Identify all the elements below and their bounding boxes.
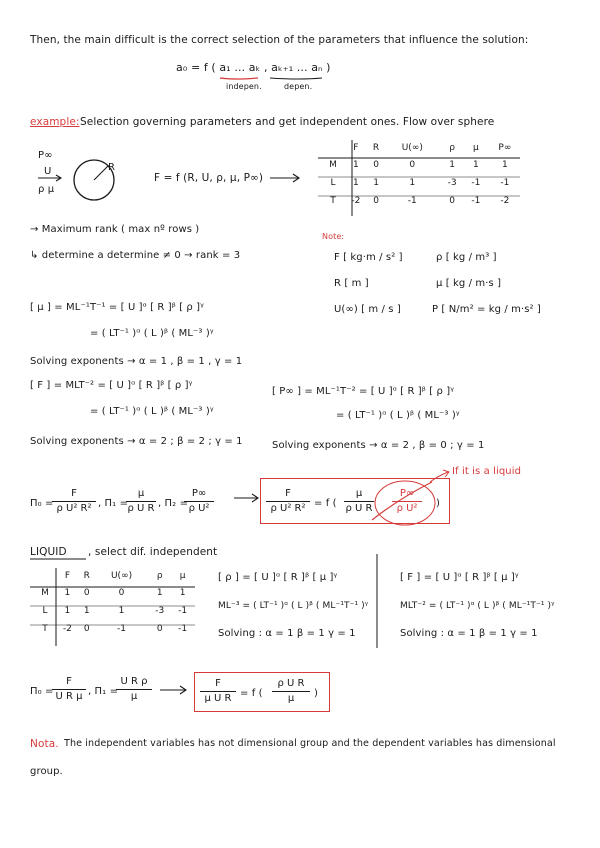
unit-p: P [ N/m² = kg / m·s² ] bbox=[432, 304, 541, 315]
rank-note-2: ↳ determine a determine ≠ 0 → rank = 3 bbox=[30, 250, 241, 261]
table-row: L 1 1 1 -3 -1 -1 bbox=[330, 178, 510, 188]
rank-note-1: → Maximum rank ( max nº rows ) bbox=[30, 224, 200, 235]
mu-solve: Solving exponents → α = 1 , β = 1 , γ = 1 bbox=[30, 356, 243, 367]
liquid-rho-eq-2: ML⁻³ = ( LT⁻¹ )ᵅ ( L )ᵝ ( ML⁻¹T⁻¹ )ᵞ bbox=[218, 601, 369, 611]
pi2-fraction: P∞ ρ U² bbox=[184, 488, 214, 515]
f-solve: Solving exponents → α = 2 ; β = 2 ; γ = 1 bbox=[30, 436, 243, 447]
liquid-result-a-fraction: ρ U R μ bbox=[272, 678, 310, 705]
intro-formula: a₀ = f ( a₁ ... aₖ , aₖ₊₁ ... aₙ ) bbox=[176, 61, 331, 74]
liquid-title-rest: , select dif. independent bbox=[88, 546, 218, 558]
unit-mu: μ [ kg / m·s ] bbox=[436, 278, 502, 289]
function-expression: F = f (R, U, ρ, μ, P∞) bbox=[154, 172, 264, 184]
example-title: Selection governing parameters and get independent ones. Flow over sphere bbox=[80, 116, 495, 128]
table-row: F R U(∞) ρ μ P∞ bbox=[353, 143, 512, 153]
pi0-fraction: F ρ U² R² bbox=[52, 488, 96, 515]
note-label: Note: bbox=[322, 232, 345, 241]
final-note-text: The independent variables has not dimensional group and the dependent variables has dimensional bbox=[64, 738, 556, 749]
unit-f: F [ kg·m / s² ] bbox=[334, 252, 403, 263]
pi2-label: , Π₂ = bbox=[158, 498, 189, 509]
p-inf-label: P∞ bbox=[38, 150, 53, 161]
f-equation-1: [ F ] = MLT⁻² = [ U ]ᵅ [ R ]ᵝ [ ρ ]ᵞ bbox=[30, 380, 193, 391]
liquid-pi1-fraction: U R ρ μ bbox=[116, 676, 152, 703]
result-a-fraction: μ ρ U R bbox=[345, 488, 373, 514]
table-row: M 1 0 0 1 1 bbox=[41, 588, 186, 598]
liquid-f-eq-1: [ F ] = [ U ]ᵅ [ R ]ᵝ [ μ ]ᵞ bbox=[400, 572, 519, 583]
pi1-fraction: μ ρ U R bbox=[127, 488, 155, 514]
table-row: M 1 0 0 1 1 1 bbox=[329, 160, 508, 170]
final-note-text-2: group. bbox=[30, 766, 63, 777]
liquid-f-eq-2: MLT⁻² = ( LT⁻¹ )ᵅ ( L )ᵝ ( ML⁻¹T⁻¹ )ᵞ bbox=[400, 601, 555, 611]
liquid-title: LIQUID bbox=[30, 546, 67, 558]
result-b-fraction: P∞ ρ U² bbox=[392, 488, 422, 515]
liquid-note: If it is a liquid bbox=[452, 466, 522, 477]
liquid-rho-eq-1: [ ρ ] = [ U ]ᵅ [ R ]ᵝ [ μ ]ᵞ bbox=[218, 572, 338, 583]
unit-r: R [ m ] bbox=[334, 278, 369, 289]
pi0-label: Π₀ = bbox=[30, 498, 54, 509]
radius-label: R bbox=[108, 162, 116, 173]
liquid-rho-solve: Solving : α = 1 β = 1 γ = 1 bbox=[218, 628, 356, 639]
p-equation-1: [ P∞ ] = ML⁻¹T⁻² = [ U ]ᵅ [ R ]ᵝ [ ρ ]ᵞ bbox=[272, 386, 455, 397]
result-fraction: F ρ U² R² bbox=[266, 488, 310, 515]
dimension-table bbox=[322, 140, 522, 210]
liquid-result-close: ) bbox=[314, 688, 319, 699]
final-note-label: Nota. bbox=[30, 738, 59, 750]
unit-u: U(∞) [ m / s ] bbox=[334, 304, 401, 315]
liquid-result-eq: = f ( bbox=[240, 688, 263, 699]
table-row: T -2 0 -1 0 -1 bbox=[42, 624, 188, 634]
u-label: U bbox=[44, 166, 52, 177]
f-equation-2: = ( LT⁻¹ )ᵅ ( L )ᵝ ( ML⁻³ )ᵞ bbox=[90, 406, 214, 417]
liquid-f-solve: Solving : α = 1 β = 1 γ = 1 bbox=[400, 628, 538, 639]
pi1-label: , Π₁ = bbox=[98, 498, 129, 509]
liquid-result-fraction: F μ U R bbox=[200, 678, 236, 705]
label-dependent: depen. bbox=[284, 82, 313, 91]
unit-rho: ρ [ kg / m³ ] bbox=[436, 252, 497, 263]
label-independent: indepen. bbox=[226, 82, 262, 91]
liquid-pi0-fraction: F U R μ bbox=[52, 676, 86, 703]
liquid-table bbox=[34, 568, 194, 638]
rho-mu-label: ρ μ bbox=[38, 184, 55, 195]
result-close: ) bbox=[436, 498, 441, 509]
result-eq: = f ( bbox=[314, 498, 337, 509]
liquid-pi0-label: Π₀ = bbox=[30, 686, 54, 697]
mu-equation-2: = ( LT⁻¹ )ᵅ ( L )ᵝ ( ML⁻³ )ᵞ bbox=[90, 328, 214, 339]
example-label: example: bbox=[30, 116, 80, 128]
table-row: L 1 1 1 -3 -1 bbox=[42, 606, 188, 616]
p-solve: Solving exponents → α = 2 , β = 0 ; γ = 1 bbox=[272, 440, 485, 451]
intro-line: Then, the main difficult is the correct selection of the parameters that influence the solution: bbox=[30, 34, 529, 46]
table-row: T -2 0 -1 0 -1 -2 bbox=[330, 196, 510, 206]
mu-equation-1: [ μ ] = ML⁻¹T⁻¹ = [ U ]ᵅ [ R ]ᵝ [ ρ ]ᵞ bbox=[30, 302, 204, 313]
liquid-pi1-label: , Π₁ = bbox=[88, 686, 119, 697]
table-row: F R U(∞) ρ μ bbox=[64, 571, 186, 581]
p-equation-2: = ( LT⁻¹ )ᵅ ( L )ᵝ ( ML⁻³ )ᵞ bbox=[336, 410, 460, 421]
